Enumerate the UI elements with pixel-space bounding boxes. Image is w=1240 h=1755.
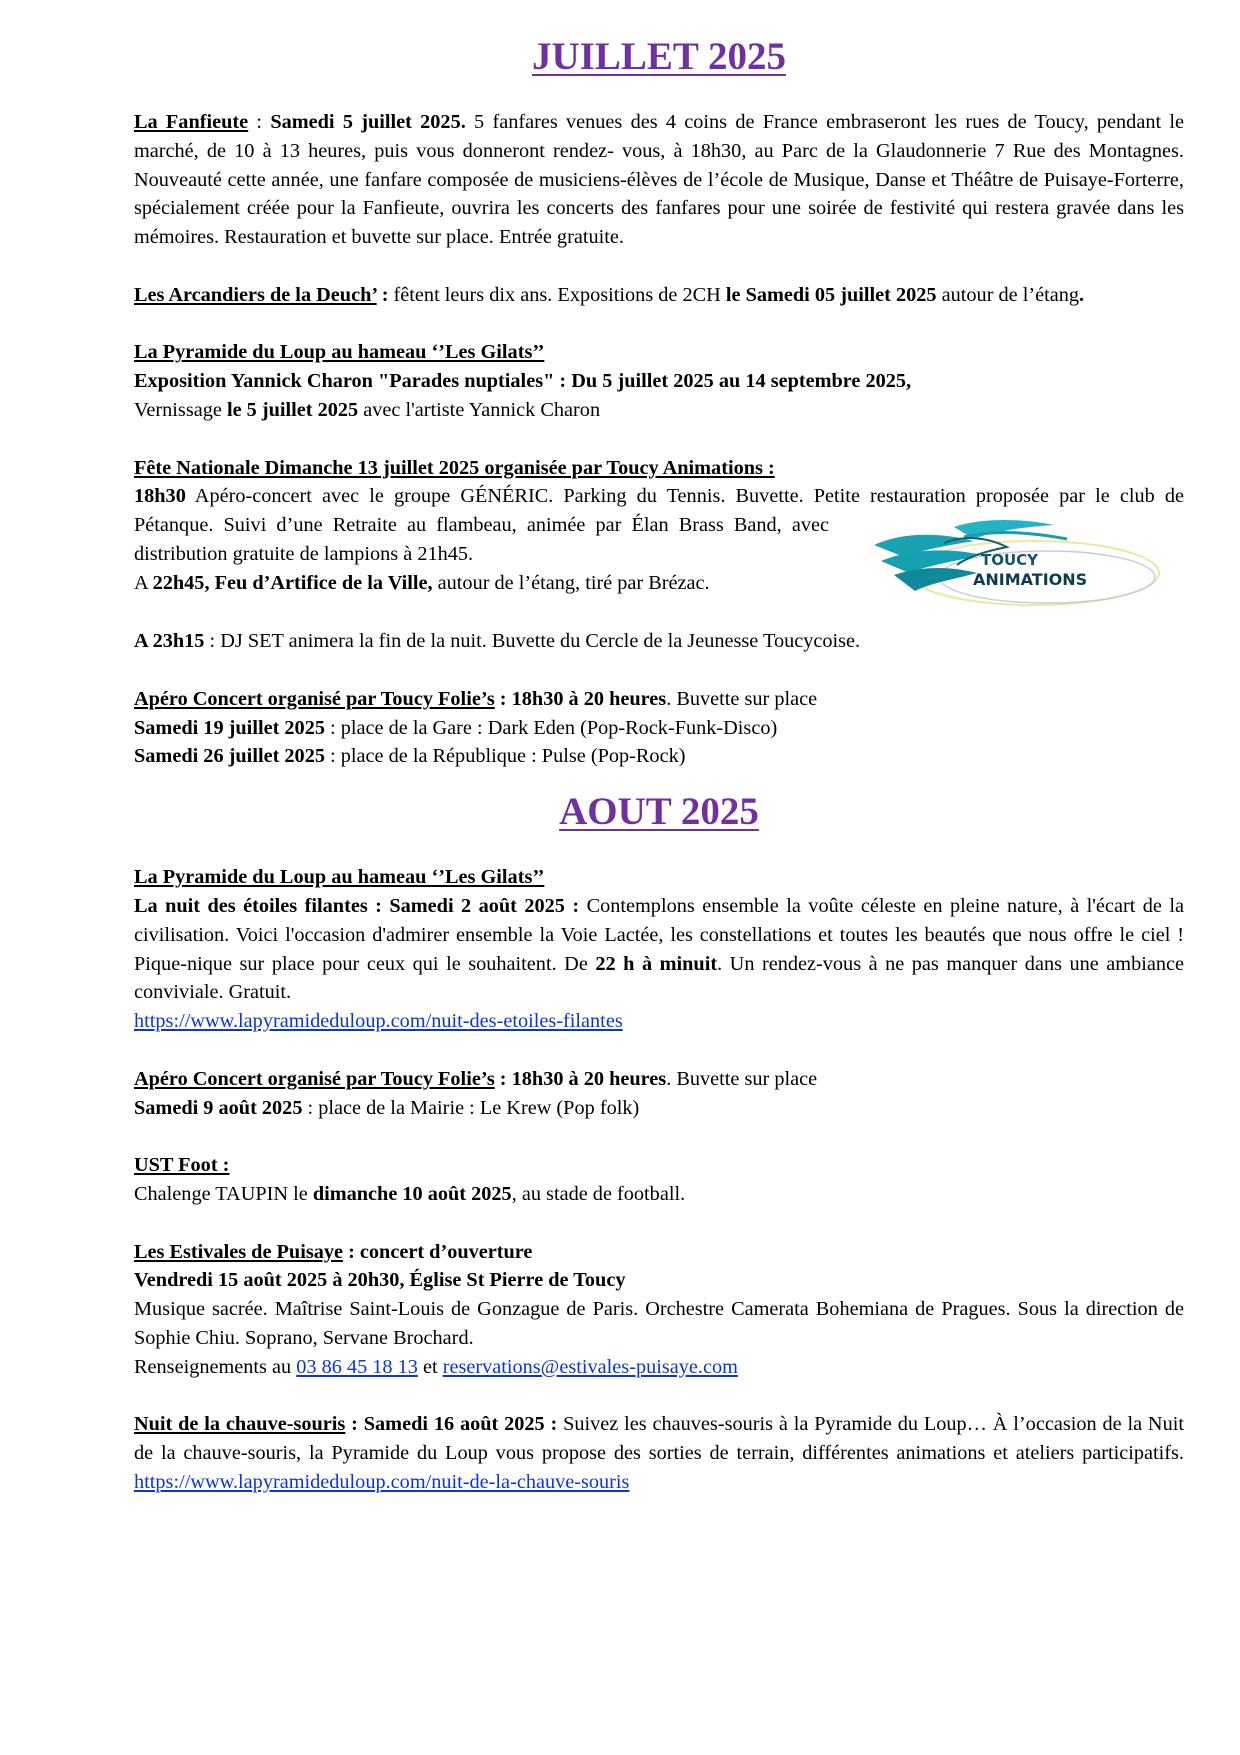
paragraph bbox=[134, 1353, 1184, 1382]
spacer bbox=[134, 771, 1184, 783]
event-description: Apéro-concert avec le groupe GÉNÉRIC. Parking du Tennis. Buvette. Petite restauration proposée par le club de Pétanque. Suivi d’une Retraite au flambeau, animée par Élan Brass Band, avec distribution gratuite de lampions à 21h45. bbox=[134, 485, 1184, 565]
paragraph bbox=[134, 1094, 1184, 1123]
event-description: Musique sacrée. Maîtrise Saint-Louis de Gonzague de Paris. Orchestre Camerata Bohemiana de Pragues. Sous la direction de Sophie Chiu. Soprano, Servane Brochard. bbox=[134, 1298, 1184, 1349]
spacer bbox=[134, 310, 1184, 339]
event-name: Les Arcandiers de la Deuch’ bbox=[134, 283, 377, 306]
separator: : bbox=[376, 283, 394, 306]
event-date: dimanche 10 août 2025 bbox=[312, 1182, 512, 1205]
event-name: Les Estivales de Puisaye bbox=[134, 1240, 344, 1263]
logo-text-line2: ANIMATIONS bbox=[973, 570, 1088, 590]
event-time: A 23h15 bbox=[134, 630, 205, 653]
event-title: La nuit des étoiles filantes : Samedi 2 août 2025 : bbox=[134, 894, 580, 917]
section-apero-aout bbox=[134, 1065, 1184, 1123]
email-link[interactable]: reservations@estivales-puisaye.com bbox=[442, 1355, 738, 1378]
section-estivales bbox=[134, 1238, 1184, 1382]
document-page bbox=[134, 28, 1184, 1497]
spacer bbox=[134, 1122, 1184, 1151]
period: . bbox=[1079, 283, 1085, 306]
chauve-souris-link[interactable]: https://www.lapyramideduloup.com/nuit-de-la-chauve-souris bbox=[134, 1470, 630, 1493]
event-description: . Un rendez-vous à ne pas manquer dans une ambiance conviviale. Gratuit. bbox=[134, 952, 1184, 1004]
section-heading: UST Foot : bbox=[134, 1154, 230, 1177]
paragraph bbox=[134, 1151, 1184, 1180]
event-description-end: , au stade de football. bbox=[511, 1182, 686, 1205]
month-title-juillet: JUILLET 2025 bbox=[532, 35, 786, 78]
section-pyramide-juillet bbox=[134, 338, 1184, 424]
paragraph bbox=[134, 1007, 1184, 1036]
section-pyramide-aout bbox=[134, 863, 1184, 1036]
event-description: Suivez les chauves-souris à la Pyramide du Loup… À l’occasion de la Nuit de la chauve-souris, la Pyramide du Loup vous propose des sorties de terrain, différentes animations et ateliers participatifs. bbox=[134, 1413, 1184, 1465]
paragraph bbox=[134, 1238, 1184, 1267]
separator: : bbox=[248, 111, 271, 133]
event-description: fêtent leurs dix ans. Expositions de 2CH bbox=[393, 283, 726, 306]
event-note: . Buvette sur place bbox=[666, 1067, 818, 1090]
conjunction: et bbox=[417, 1355, 443, 1378]
section-apero-juillet bbox=[134, 685, 1184, 771]
event-hours: : 18h30 à 20 heures bbox=[494, 1067, 667, 1090]
spacer bbox=[134, 841, 1184, 863]
fete-body bbox=[134, 482, 1184, 656]
event-hours: 22 h à minuit bbox=[595, 952, 718, 975]
event-description: : DJ SET animera la fin de la nuit. Buvette du Cercle de la Jeunesse Toucycoise. bbox=[204, 630, 861, 653]
section-chauve-souris bbox=[134, 1410, 1184, 1496]
paragraph bbox=[134, 1065, 1184, 1094]
event-description: Chalenge TAUPIN le bbox=[134, 1182, 313, 1205]
section-heading: La Pyramide du Loup au hameau ‘’Les Gilats’’ bbox=[134, 341, 545, 364]
event-hours: : 18h30 à 20 heures bbox=[494, 687, 667, 710]
logo-text-line1: TOUCY bbox=[981, 551, 1039, 570]
spacer bbox=[134, 656, 1184, 685]
event-time: 18h30 bbox=[134, 485, 186, 508]
spacer bbox=[134, 1381, 1184, 1410]
paragraph bbox=[134, 685, 1184, 714]
paragraph bbox=[134, 454, 1184, 483]
section-fete-nationale bbox=[134, 454, 1184, 656]
paragraph bbox=[134, 1295, 1184, 1353]
paragraph bbox=[134, 863, 1184, 892]
phone-link[interactable]: 03 86 45 18 13 bbox=[296, 1355, 418, 1378]
event-date: Samedi 19 juillet 2025 bbox=[134, 716, 325, 739]
paragraph bbox=[134, 1180, 1184, 1209]
month-title-aout: AOUT 2025 bbox=[559, 790, 759, 834]
section-heading: La Pyramide du Loup au hameau ‘’Les Gilats’’ bbox=[134, 866, 545, 889]
paragraph bbox=[134, 338, 1184, 367]
section-heading: Apéro Concert organisé par Toucy Folie’s bbox=[134, 1067, 495, 1090]
paragraph bbox=[134, 367, 1184, 396]
event-description-end: autour de l’étang bbox=[936, 283, 1080, 306]
paragraph bbox=[134, 108, 1184, 252]
event-date: : Samedi 16 août 2025 : bbox=[345, 1413, 558, 1436]
info-label: Renseignements au bbox=[134, 1355, 297, 1378]
event-description: : place de la République : Pulse (Pop-Rock) bbox=[324, 745, 686, 768]
vernissage-date: le 5 juillet 2025 bbox=[226, 398, 359, 421]
etoiles-filantes-link[interactable]: https://www.lapyramideduloup.com/nuit-des-etoiles-filantes bbox=[134, 1010, 623, 1033]
event-date: Samedi 26 juillet 2025 bbox=[134, 745, 325, 768]
event-name: La Fanfieute bbox=[134, 111, 249, 133]
vernissage-text: avec l'artiste Yannick Charon bbox=[358, 398, 601, 421]
spacer bbox=[134, 86, 1184, 108]
event-name: Nuit de la chauve-souris bbox=[134, 1413, 346, 1436]
event-note: . Buvette sur place bbox=[666, 687, 818, 710]
spacer bbox=[134, 1036, 1184, 1065]
vernissage-label: Vernissage bbox=[134, 398, 227, 421]
event-date: Samedi 9 août 2025 bbox=[134, 1096, 303, 1119]
event-description: autour de l’étang, tiré par Brézac. bbox=[432, 571, 710, 594]
event-time: 22h45, Feu d’Artifice de la Ville, bbox=[152, 571, 433, 594]
paragraph bbox=[134, 1266, 1184, 1295]
paragraph bbox=[134, 1410, 1184, 1496]
section-foot bbox=[134, 1151, 1184, 1209]
section-fanfieute bbox=[134, 108, 1184, 252]
event-description: : place de la Gare : Dark Eden (Pop-Rock-Funk-Disco) bbox=[324, 716, 778, 739]
paragraph bbox=[134, 742, 1184, 771]
logo-wrap bbox=[829, 511, 1184, 599]
event-description: Contemplons ensemble la voûte céleste en pleine nature, à l'écart de la civilisation. Voici l'occasion d'admirer ensemble la Voie Lactée, les constellations et toutes les beautés que nous offre le ciel ! Pique-nique sur place pour ceux qui le souhaitent. De bbox=[134, 894, 1184, 975]
paragraph bbox=[134, 281, 1184, 310]
spacer bbox=[134, 1209, 1184, 1238]
expo-title: Exposition Yannick Charon "Parades nuptiales" : Du 5 juillet 2025 au 14 septembre 2025, bbox=[134, 370, 912, 393]
paragraph bbox=[134, 627, 1184, 656]
paragraph bbox=[134, 396, 1184, 425]
spacer bbox=[134, 252, 1184, 281]
event-date: le Samedi 05 juillet 2025 bbox=[725, 283, 937, 306]
section-heading: Apéro Concert organisé par Toucy Folie’s bbox=[134, 687, 495, 710]
toucy-animations-logo bbox=[869, 513, 1169, 613]
section-arcandiers bbox=[134, 281, 1184, 310]
paragraph bbox=[134, 892, 1184, 1007]
spacer bbox=[134, 425, 1184, 454]
event-description: : place de la Mairie : Le Krew (Pop folk) bbox=[302, 1096, 640, 1119]
paragraph bbox=[134, 714, 1184, 743]
event-description: 5 fanfares venues des 4 coins de France embraseront les rues de Toucy, pendant le marché, de 10 à 13 heures, puis vous donneront rendez- vous, à 18h30, au Parc de la Glaudonnerie 7 Rue des Montagnes. Nouveauté cette année, une fanfare composée de musiciens-élèves de l’école de Musique, Danse et Théâtre de Puisaye-Forterre, spécialement créée pour la Fanfieute, ouvrira les concerts des fanfares pour une soirée de festivité qui restera gravée dans les mémoires. Restauration et buvette sur place. Entrée gratuite. bbox=[134, 111, 1184, 249]
event-subtitle: : concert d’ouverture bbox=[343, 1240, 533, 1263]
event-date: Samedi 5 juillet 2025. bbox=[270, 111, 466, 133]
event-prefix: A bbox=[134, 571, 153, 594]
section-heading: Fête Nationale Dimanche 13 juillet 2025 organisée par Toucy Animations : bbox=[134, 456, 775, 479]
event-date: Vendredi 15 août 2025 à 20h30, Église St Pierre de Toucy bbox=[134, 1269, 626, 1292]
